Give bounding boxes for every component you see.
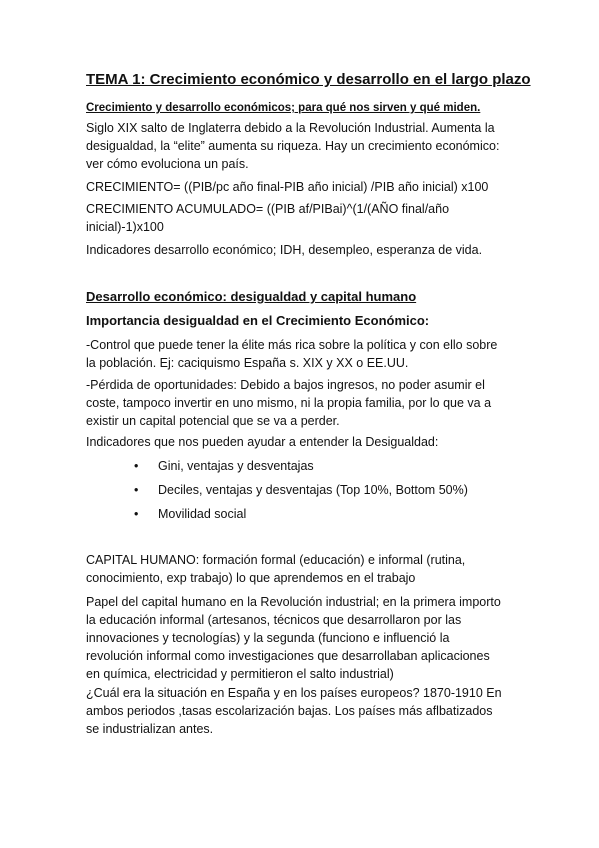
paragraph-control-elite: -Control que puede tener la élite más rica sobre la política y con ello sobre la población. Ej: caciquismo España s. XIX y XX o EE.UU. xyxy=(86,338,498,370)
paragraph-indicadores-desarrollo: Indicadores desarrollo económico; IDH, desempleo, esperanza de vida. xyxy=(86,243,483,257)
list-item xyxy=(130,505,510,523)
paragraph-capital-humano: CAPITAL HUMANO: formación formal (educación) e informal (rutina, conocimiento, exp trabajo) lo que aprendemos en el trabajo xyxy=(86,553,466,585)
list-item-text: Gini, ventajas y desventajas xyxy=(158,459,314,473)
list-item-text: Deciles, ventajas y desventajas (Top 10%, Bottom 50%) xyxy=(158,483,468,497)
paragraph-indicadores-desigualdad: Indicadores que nos pueden ayudar a entender la Desigualdad: xyxy=(86,435,439,449)
section1-subtitle: Crecimiento y desarrollo económicos; para qué nos sirven y qué miden. xyxy=(86,102,481,114)
paragraph-papel-capital-humano: Papel del capital humano en la Revolución industrial; en la primera importo la educación informal (artesanos, técnicos que desarrollaron por las innovaciones y tecnologías) y la segunda (funciono e influenció la revolución informal como investigaciones que desarrollaban aplicaciones en química, electricidad y permitieron el salto industrial) xyxy=(86,595,501,681)
document-title: TEMA 1: Crecimiento económico y desarrollo en el largo plazo xyxy=(86,71,531,88)
list-item-text: Movilidad social xyxy=(158,507,247,521)
formula-crecimiento: CRECIMIENTO= ((PIB/pc año final-PIB año inicial) /PIB año inicial) x100 xyxy=(86,180,489,194)
bullet-list xyxy=(130,457,510,523)
section2-heading: Desarrollo económico: desigualdad y capital humano xyxy=(86,289,417,304)
paragraph-siglo-xix: Siglo XIX salto de Inglaterra debido a la Revolución Industrial. Aumenta la desigualdad, la “elite” aumenta su riqueza. Hay un crecimiento económico: ver cómo evoluciona un país. xyxy=(86,121,500,171)
bullet-icon: • xyxy=(134,507,139,521)
bullet-icon: • xyxy=(134,459,139,473)
list-item xyxy=(130,481,510,499)
bullet-icon: • xyxy=(134,483,139,497)
section2-subheading: Importancia desigualdad en el Crecimiento Económico: xyxy=(86,313,430,328)
list-item xyxy=(130,457,510,475)
paragraph-perdida-oportunidades: -Pérdida de oportunidades: Debido a bajos ingresos, no poder asumir el coste, tampoco invertir en uno mismo, ni la propia familia, por lo que va a existir un capital potencial que se va a perder. xyxy=(86,378,492,428)
paragraph-situacion-espana: ¿Cuál era la situación en España y en los países europeos? 1870-1910 En ambos periodos ,tasas escolarización bajas. Los países más aflbatizados se industrializan antes. xyxy=(86,686,502,736)
formula-crecimiento-acumulado: CRECIMIENTO ACUMULADO= ((PIB af/PIBai)^(1/(AÑO final/año inicial)-1)x100 xyxy=(86,202,450,234)
